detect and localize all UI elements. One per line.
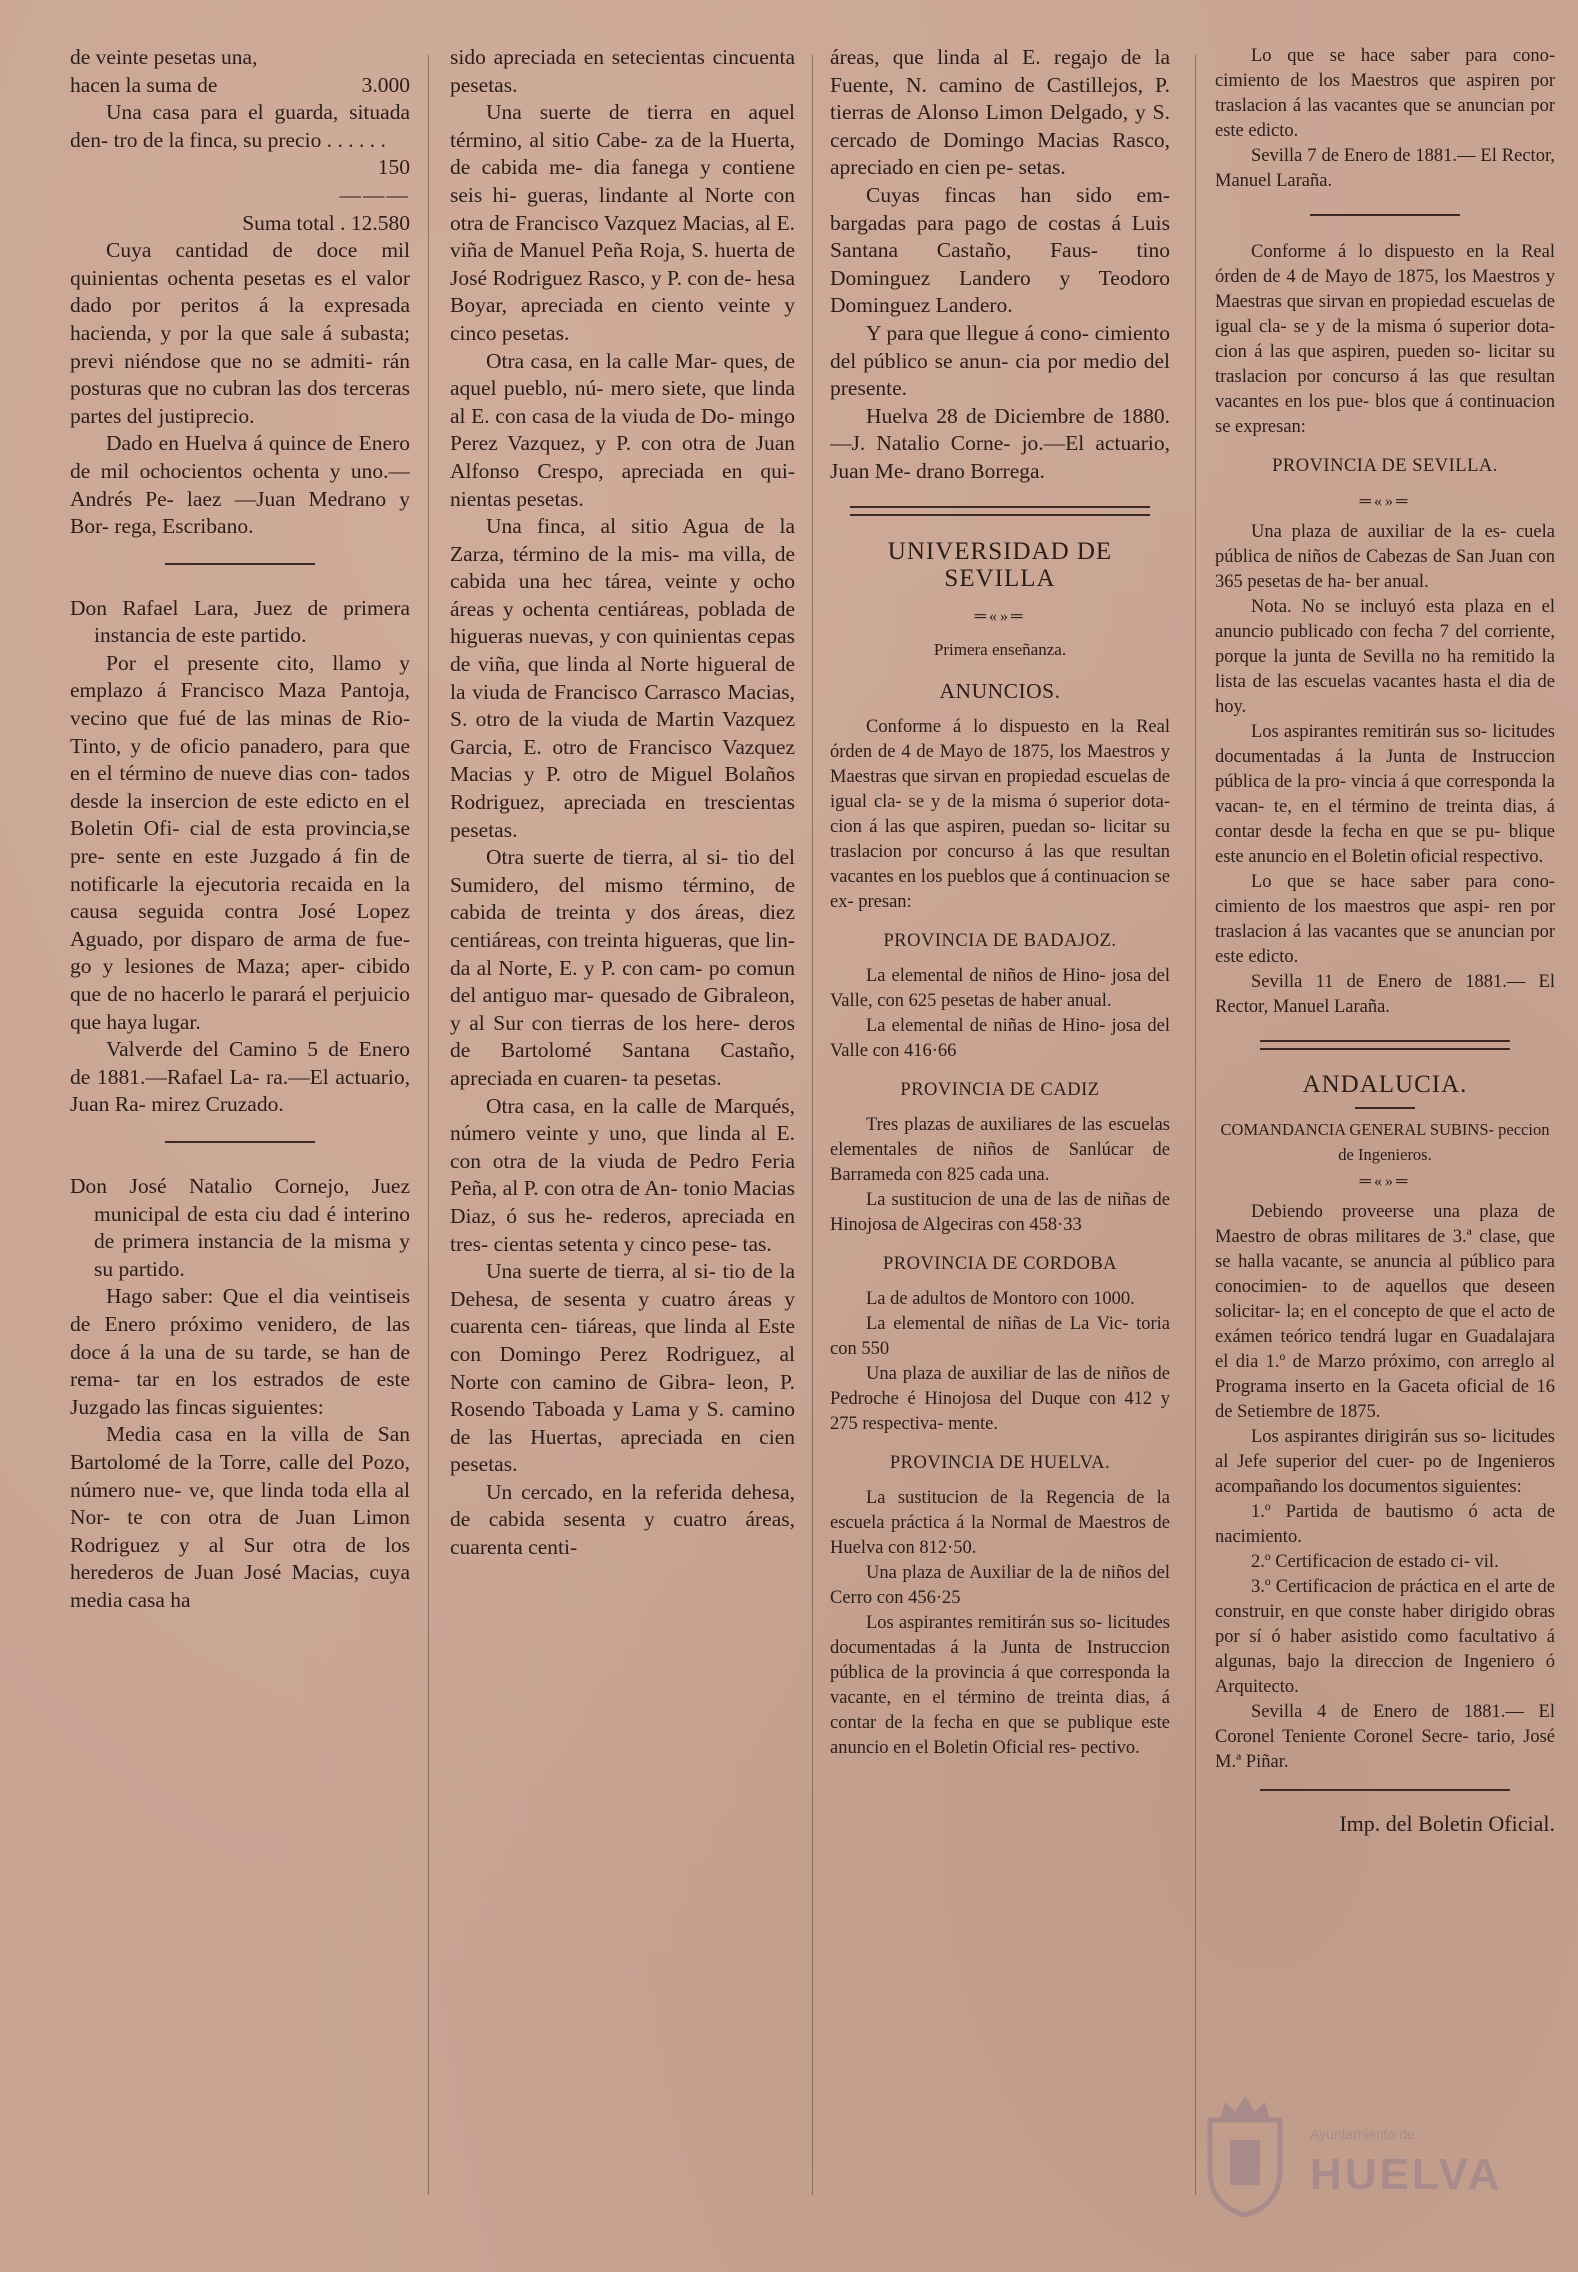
paragraph: La elemental de niñas de La Vic- toria con 550 xyxy=(830,1314,1170,1360)
paragraph: Conforme á lo dispuesto en la Real órden de 4 de Mayo de 1875, los Maestros y Maestras que sirvan en propiedad escuelas de igual cla- se y de la misma ó superior dota- cion á las que aspiren, pueden so- licitar su traslacion por concurso á las que resultan vacantes en los pue- blos que á continuacion se expresan: xyxy=(1215,242,1555,437)
paragraph: La sustitucion de una de las de niñas de Hinojosa de Algeciras con 458·33 xyxy=(830,1190,1170,1236)
watermark-small-text: Ayuntamiento de xyxy=(1310,2126,1415,2142)
province-heading: PROVINCIA DE HUELVA. xyxy=(889,1453,1111,1474)
section-divider xyxy=(165,1141,315,1143)
section-divider xyxy=(1260,1789,1510,1791)
sum-total: Suma total . 12.580 xyxy=(242,210,410,235)
column-3 xyxy=(830,44,1170,2244)
column-rule xyxy=(428,55,429,2195)
paragraph: Lo que se hace saber para cono- cimiento de los Maestros que aspiren por traslacion á las vacantes que se anuncian por este edicto. xyxy=(1215,46,1555,141)
ornament: ═«»═ xyxy=(1359,1173,1411,1190)
paragraph: Conforme á lo dispuesto en la Real órden de 4 de Mayo de 1875, los Maestros y Maestras que sirvan en propiedad escuelas de igual cla- se y de la misma ó superior dota- cion á las que aspiren, puedan so- licitar su traslacion por concurso á las que resultan vacantes en los pueblos que á continuacion se ex- presan: xyxy=(830,717,1170,913)
notice-block xyxy=(830,715,1170,1761)
paragraph: Sevilla 7 de Enero de 1881.— El Rector, Manuel Laraña. xyxy=(1215,146,1555,191)
column-2 xyxy=(450,44,795,2244)
paragraph: Una suerte de tierra en aquel término, al sitio Cabe- za de la Huerta, de cabida me- dia fanega y contiene seis hi- gueras, lindante al Norte con otra de Francisco Vazquez Macias, al E. viña de Manuel Peña Roja, S. huerta de José Rodriguez Rasco, y P. con de- hesa Boyar, apreciada en ciento veinte y cinco pesetas. xyxy=(450,100,795,345)
column-rule xyxy=(1195,55,1196,2195)
paragraph: Valverde del Camino 5 de Enero de 1881.—Rafael La- ra.—El actuario, Juan Ra- mirez Cruzado. xyxy=(70,1037,410,1117)
paragraph: Cuyas fincas han sido em- bargadas para pago de costas á Luis Santana Castaño, Faus- tino Dominguez Landero y Teodoro Dominguez Landero. xyxy=(830,182,1170,318)
paragraph: Los aspirantes remitirán sus so- licitudes documentadas á la Junta de Instruccion pública de la pro- vincia á que corresponda la vacan- te, en el término de treinta dias, á contar desde la fecha en que se pu- blique este anuncio en el Boletin oficial respectivo. xyxy=(1215,722,1555,867)
paragraph: Una finca, al sitio Agua de la Zarza, término de la mis- ma villa, de cabida una hec tárea, veinte y ocho áreas y ochenta centiáreas, poblada de higueras nuevas, y con quinientas cepas de viña, que linda al Norte higueral de la viuda de Francisco Carrasco Macias, S. otro de la viuda de Martin Vazquez Garcia, E. otro de Francisco Vazquez Macias y P. otro de Miguel Bolaños Rodriguez, apreciada en trescientas pesetas. xyxy=(450,514,795,842)
paragraph: Otra suerte de tierra, al si- tio del Sumidero, del mismo término, de cabida de treinta y dos áreas, diez centiáreas, con treinta higueras, que lin- da al Norte, E. y P. con cam- po comun del antiguo mar- quesado de Gibraleon, y al Sur con tierras de los here- deros de Bartolomé Santana Castaño, apreciada en cuaren- ta pesetas. xyxy=(450,845,795,1090)
paragraph: Otra casa, en la calle de Marqués, número veinte y uno, que linda al E. con otra de la viuda de Pedro Feria Peña, al P. con otra de An- tonio Macias Diaz, ó sus he- rederos, apreciada en tres- cientas setenta y cinco pese- tas. xyxy=(450,1093,795,1256)
section-subheading: Primera enseñanza. xyxy=(933,640,1067,660)
column-1 xyxy=(70,44,410,2244)
paragraph: Tres plazas de auxiliares de las escuelas elementales de niños de Sanlúcar de Barrameda con 825 cada una. xyxy=(830,1115,1170,1186)
paragraph: Cuya cantidad de doce mil quinientas ochenta pesetas es el valor dado por peritos á la expresada hacienda, y por la que sale á subasta; previ niéndose que no se admiti- rán posturas que no cubran las dos terceras partes del justiprecio. xyxy=(70,238,410,428)
section-heading: UNIVERSIDAD DE SEVILLA xyxy=(887,537,1113,593)
province-heading: PROVINCIA DE CORDOBA xyxy=(882,1254,1118,1275)
text-line: hacen la suma de xyxy=(70,72,218,97)
heading-rule xyxy=(1355,1107,1415,1109)
paragraph: La elemental de niños de Hino- josa del Valle, con 625 pesetas de haber anual. xyxy=(830,966,1170,1012)
section-divider xyxy=(1260,1040,1510,1050)
ornament: ═«»═ xyxy=(1359,493,1411,510)
province-heading: PROVINCIA DE CADIZ xyxy=(900,1080,1100,1101)
paragraph: Dado en Huelva á quince de Enero de mil ochocientos ochenta y uno.—Andrés Pe- laez —Juan Medrano y Bor- rega, Escribano. xyxy=(70,431,410,539)
paragraph: La de adultos de Montoro con 1000. xyxy=(866,1289,1135,1310)
paragraph: Sevilla 11 de Enero de 1881.— El Rector, Manuel Laraña. xyxy=(1215,972,1555,1017)
paragraph: Un cercado, en la referida dehesa, de cabida sesenta y cuatro áreas, cuarenta centi- xyxy=(450,1479,795,1560)
paragraph: Debiendo proveerse una plaza de Maestro de obras militares de 3.ª clase, que se halla vacante, se anuncia al público para conocimien- to de aquellos que deseen solicitar- la; en el concepto de que el acto de exámen teórico tendrá lugar en Guadalajara el dia 1.º de Marzo próximo, con arreglo al Programa inserto en la Gaceta oficial de 16 de Setiembre de 1875. xyxy=(1215,1202,1555,1422)
province-heading: PROVINCIA DE SEVILLA. xyxy=(1272,456,1498,476)
section-heading: ANDALUCIA. xyxy=(1302,1071,1468,1098)
section-divider xyxy=(1310,214,1460,216)
paragraph: sido apreciada en setecientas cincuenta pesetas. xyxy=(450,45,795,97)
ornament: ═«»═ xyxy=(974,607,1026,625)
edict-heading: Don José Natalio Cornejo, Juez municipal de esta ciu dad é interino de primera instancia de la misma y su partido. xyxy=(70,1173,410,1281)
section-heading: ANUNCIOS. xyxy=(939,678,1061,703)
paragraph: Otra casa, en la calle Mar- ques, de aquel pueblo, nú- mero siete, que linda al E. con casa de la viuda de Do- mingo Perez Vazquez, y P. con otra de Juan Alfonso Crespo, apreciada en qui- nientas pesetas. xyxy=(450,348,795,511)
edict-heading: Don Rafael Lara, Juez de primera instancia de este partido. xyxy=(70,595,410,648)
text-line: de veinte pesetas una, xyxy=(70,45,258,69)
watermark xyxy=(1200,2090,1560,2230)
amount: 150 xyxy=(377,155,410,180)
paragraph: Una suerte de tierra, al si- tio de la Dehesa, de sesenta y cuatro áreas y cuarenta cen- tiáreas, que linda al Este con Domingo Perez Rodriguez, al Norte con camino de Gibra- leon, P. Rosendo Taboada y Lama y S. camino de las Huertas, apreciada en cien pesetas. xyxy=(450,1259,795,1477)
document-item: 3.º Certificacion de práctica en el arte de construir, en que conste haber dirigido obras por sí ó haber asistido como facultativo á algunas, bajo la direccion de Ingeniero ó Arquitecto. xyxy=(1215,1577,1555,1697)
paragraph: Hago saber: Que el dia veintiseis de Enero próximo venidero, de las doce á la una de su tarde, se han de rema- tar en los estrados de este Juzgado las fincas siguientes: xyxy=(70,1284,410,1419)
paragraph: La elemental de niñas de Hino- josa del Valle con 416·66 xyxy=(830,1016,1170,1062)
paragraph: Una plaza de Auxiliar de la de niños del Cerro con 456·25 xyxy=(830,1563,1170,1609)
paragraph: Sevilla 4 de Enero de 1881.— El Coronel Teniente Coronel Secre- tario, José M.ª Piñar. xyxy=(1215,1702,1555,1772)
paragraph: Lo que se hace saber para cono- cimiento de los maestros que aspi- ren por traslacion á las vacantes que se anuncian por este edicto. xyxy=(1215,872,1555,967)
amount: 3.000 xyxy=(361,72,410,97)
amount-line xyxy=(70,72,410,100)
paragraph: Los aspirantes dirigirán sus so- licitudes al Jefe superior del cuer- po de Ingenieros acompañando los documentos siguientes: xyxy=(1215,1427,1555,1497)
paragraph: Y para que llegue á cono- cimiento del público se anun- cia por medio del presente. xyxy=(830,320,1170,401)
paragraph: Los aspirantes remitirán sus so- licitudes documentadas á la Junta de Instruccion pública de la provincia á que corresponda la vacante, en el término de treinta dias, á contar de la fecha en que se publique este anuncio en el Boletin Oficial res- pectivo. xyxy=(830,1613,1170,1759)
paragraph: Una casa para el guarda, situada den- tro de la finca, su precio . . . . . . xyxy=(70,100,410,152)
column-4 xyxy=(1215,44,1555,2244)
watermark-text: HUELVA xyxy=(1310,2150,1503,2199)
coat-of-arms-icon xyxy=(1200,2090,1290,2220)
section-divider xyxy=(850,506,1150,516)
paragraph: Huelva 28 de Diciembre de 1880.—J. Natalio Corne- jo.—El actuario, Juan Me- drano Borrega. xyxy=(830,403,1170,483)
sum-rule: ——— xyxy=(339,182,410,207)
province-heading: PROVINCIA DE BADAJOZ. xyxy=(883,931,1117,952)
column-rule xyxy=(812,55,813,2195)
imprint: Imp. del Boletin Oficial. xyxy=(1339,1811,1555,1836)
document-item: 2.º Certificacion de estado ci- vil. xyxy=(1251,1552,1499,1572)
section-subheading: COMANDANCIA GENERAL SUBINS- peccion de Ingenieros. xyxy=(1220,1120,1550,1164)
paragraph: Nota. No se incluyó esta plaza en el anuncio publicado con fecha 7 del corriente, porque la junta de Sevilla no ha remitido la lista de las escuelas vacantes hasta el dia de hoy. xyxy=(1215,597,1555,717)
paragraph: Una plaza de auxiliar de la es- cuela pública de niños de Cabezas de San Juan con 365 pesetas de ha- ber anual. xyxy=(1215,522,1555,592)
paragraph: Media casa en la villa de San Bartolomé de la Torre, calle del Pozo, número nue- ve, que linda toda ella al Nor- te con otra de Juan Limon Rodriguez y al Sur otra de los herederos de Juan José Macias, cuya media casa ha xyxy=(70,1422,410,1612)
paragraph: La sustitucion de la Regencia de la escuela práctica á la Normal de Maestros de Huelva con 812·50. xyxy=(830,1488,1170,1559)
document-item: 1.º Partida de bautismo ó acta de nacimiento. xyxy=(1215,1502,1555,1547)
section-divider xyxy=(165,563,315,565)
paragraph: Por el presente cito, llamo y emplazo á Francisco Maza Pantoja, vecino que fué de las minas de Rio-Tinto, y de oficio panadero, para que en el término de nueve dias con- tados desde la insercion de este edicto en el Boletin Ofi- cial de esta provincia,se pre- sente en este Juzgado á fin de notificarle la ejecutoria recaida en la causa seguida contra José Lopez Aguado, por disparo de arma de fue- go y lesiones de Maza; aper- cibido que de no hacerlo le parará el perjuicio que haya lugar. xyxy=(70,650,410,1034)
paragraph: áreas, que linda al E. regajo de la Fuente, N. camino de Castillejos, P. tierras de Alonso Limon Delgado, y S. cercado de Domingo Macias Rasco, apreciado en cien pe- setas. xyxy=(830,45,1170,180)
paragraph: Una plaza de auxiliar de las de niños de Pedroche é Hinojosa del Duque con 412 y 275 respectiva- mente. xyxy=(830,1364,1170,1435)
